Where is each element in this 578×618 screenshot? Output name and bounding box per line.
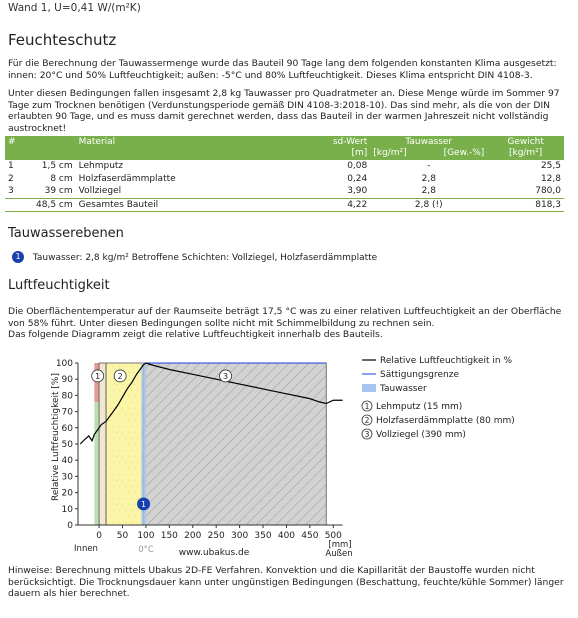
layer-marker-label: 3 [223,371,229,381]
texture-dot [134,432,135,433]
texture-dot [134,456,135,457]
texture-dot [110,480,111,481]
feuchteschutz-heading: Feuchteschutz [8,31,117,49]
texture-dot [116,516,117,517]
texture-dot [125,366,126,367]
texture-dot [119,366,120,367]
row-num: 3 [8,186,14,196]
texture-dot [113,414,114,415]
col-gewicht-unit: [kg/m²] [508,148,543,158]
x-tick-label: 400 [277,531,296,541]
total-tauwasser: 2,8 (!) [370,198,487,212]
texture-dot [119,498,120,499]
table-row [5,160,564,173]
x-axis-unit: [mm] [328,540,352,550]
texture-dot [125,426,126,427]
total-material: Gesamtes Bauteil [76,198,304,212]
texture-dot [131,438,132,439]
feuchteschutz-paragraph-2: Unter diesen Bedingungen fallen insgesamt 2,8 kg Tauwasser pro Quadratmeter an. Diese Menge würde im Sommer 97 Tage zum Trocknen benötigen (Verdunstungsperiode gemäß DIN 4108-3:2018-10). Das sind mehr, als die von der DIN erlaubten 90 Tage, und es muss damit gerechnet werden, dass das Bauteil in der warmen Jahreszeit nicht vollständig austrocknet! [8,88,560,134]
texture-dot [128,420,129,421]
texture-dot [125,438,126,439]
tauwasserebenen-heading: Tauwasserebenen [8,226,124,241]
zero-celsius-label: 0°C [138,545,154,555]
texture-dot [128,408,129,409]
texture-dot [134,372,135,373]
texture-dot [110,408,111,409]
texture-dot [128,480,129,481]
x-tick-label: 50 [116,531,129,541]
wall-title: Wand 1, U=0,41 W/(m²K) [8,2,141,14]
texture-dot [125,462,126,463]
texture-dot [125,510,126,511]
y-tick-label: 30 [61,472,73,483]
texture-dot [137,486,138,487]
texture-dot [125,486,126,487]
texture-dot [110,420,111,421]
texture-dot [128,372,129,373]
luftfeuchtigkeit-paragraph-1: Die Oberflächentemperatur auf der Raumseite beträgt 17,5 °C was zu einer relativen Luftfeuchtigkeit an der Oberfläche von 58% führt. Unter diesen Bedingungen sollte nicht mit Schimmelbildung zu rechnen sein. [8,306,562,329]
y-tick-label: 100 [55,359,73,369]
texture-dot [125,522,126,523]
col-num: # [5,136,31,160]
texture-dot [119,414,120,415]
texture-dot [140,468,141,469]
texture-dot [119,438,120,439]
y-tick-label: 40 [61,456,73,467]
texture-dot [131,390,132,391]
row-material: Vollziegel [78,186,122,196]
table-row [5,173,564,186]
x-outer-label: Außen [325,549,353,559]
texture-dot [122,420,123,421]
legend-layer-name: Vollziegel (390 mm) [376,430,466,440]
x-tick-label: 350 [254,531,272,541]
x-tick-label: 200 [184,531,202,541]
texture-dot [122,468,123,469]
texture-dot [134,516,135,517]
row-tauwasser: 2,8 [421,186,436,196]
material-table [5,136,564,212]
texture-dot [113,474,114,475]
y-tick-label: 20 [61,488,73,499]
texture-dot [116,456,117,457]
texture-dot [134,396,135,397]
texture-dot [131,402,132,403]
texture-dot [122,444,123,445]
texture-dot [128,504,129,505]
texture-dot [116,396,117,397]
texture-dot [137,438,138,439]
texture-dot [134,420,135,421]
total-thickness: 48,5 cm [31,198,75,212]
col-tau-unit-gew: [Gew.-%] [443,148,485,158]
texture-dot [128,432,129,433]
row-gewicht: 12,8 [540,173,561,184]
tauwasserebene-badge: 1 [12,251,24,263]
texture-dot [110,372,111,373]
row-thickness: 1,5 cm [41,161,73,171]
row-material: Lehmputz [78,161,124,171]
texture-dot [110,396,111,397]
texture-dot [134,468,135,469]
table-header-row [5,136,564,160]
x-tick-label: 300 [231,531,249,541]
texture-dot [137,390,138,391]
texture-dot [140,492,141,493]
texture-dot [113,522,114,523]
legend-layer-number: 2 [364,416,370,425]
texture-dot [125,414,126,415]
texture-dot [119,486,120,487]
row-sd: 0,24 [347,173,368,184]
texture-dot [128,456,129,457]
texture-dot [128,384,129,385]
texture-dot [137,450,138,451]
legend-tauwasser-swatch [362,384,376,392]
feuchteschutz-paragraph-1: Für die Berechnung der Tauwassermenge wurde das Bauteil 90 Tage lang dem folgenden konstanten Klima ausgesetzt: innen: 20°C und 50% Luftfeuchtigkeit; außen: -5°C und 80% Luftfeuchtigkeit. Dieses Klima entspricht DIN 4108-3. [8,58,557,81]
texture-dot [140,516,141,517]
texture-dot [140,444,141,445]
x-tick-label: 100 [137,531,155,541]
texture-dot [140,396,141,397]
table-row [5,185,564,198]
texture-dot [119,462,120,463]
texture-dot [137,378,138,379]
row-thickness: 8 cm [50,173,73,184]
texture-dot [110,432,111,433]
wall-layers [94,363,326,525]
texture-dot [122,408,123,409]
x-tick-label: 0 [96,531,102,541]
texture-dot [140,408,141,409]
texture-dot [128,396,129,397]
texture-dot [116,468,117,469]
legend-tauwasser-label: Tauwasser [380,384,427,394]
texture-dot [113,498,114,499]
texture-dot [131,414,132,415]
texture-dot [131,426,132,427]
texture-dot [125,450,126,451]
row-tauwasser: 2,8 [421,173,436,184]
texture-dot [131,486,132,487]
tauwasserebene-text: Tauwasser: 2,8 kg/m² Betroffene Schichten: Vollziegel, Holzfaserdämmplatte [32,252,378,263]
texture-dot [122,492,123,493]
col-sd: sd-Wert [332,137,368,147]
legend-layer-number: 1 [364,402,370,411]
texture-dot [116,444,117,445]
texture-dot [134,384,135,385]
texture-dot [131,462,132,463]
texture-dot [110,504,111,505]
y-tick-label: 10 [61,504,73,515]
texture-dot [137,414,138,415]
x-inner-label: Innen [74,544,98,554]
luftfeuchtigkeit-paragraph-2: Das folgende Diagramm zeigt die relative Luftfeuchtigkeit innerhalb des Bauteils. [8,329,383,340]
texture-dot [113,366,114,367]
texture-dot [131,450,132,451]
texture-dot [116,480,117,481]
condensation-badge-label: 1 [141,499,147,509]
texture-dot [140,420,141,421]
texture-dot [119,450,120,451]
texture-dot [116,432,117,433]
col-material: Material [76,136,304,160]
texture-dot [110,468,111,469]
texture-dot [140,432,141,433]
texture-dot [116,384,117,385]
layer-3 [144,363,327,525]
row-sd: 0,08 [347,161,368,171]
layer-marker-label: 1 [95,371,101,381]
y-tick-label: 70 [61,407,73,418]
texture-dot [119,474,120,475]
texture-dot [110,456,111,457]
x-tick-label: 250 [207,531,225,541]
col-gewicht: Gewicht [507,137,544,147]
luftfeuchtigkeit-heading: Luftfeuchtigkeit [8,278,110,293]
texture-dot [128,444,129,445]
texture-dot [122,516,123,517]
texture-dot [110,516,111,517]
texture-dot [122,504,123,505]
footer-note: Hinweise: Berechnung mittels Ubakus 2D-FE Verfahren. Konvektion und die Kapillarität der Baustoffe wurden nicht berücksichtigt. Die Trocknungsdauer kann unter ungünstigen Bedingungen (Beschattung, feuchte/kühle Sommer) länger dauern als hier berechnet. [8,565,564,600]
x-tick-label: 500 [324,531,342,541]
row-num: 1 [8,161,14,171]
texture-dot [134,480,135,481]
texture-dot [131,498,132,499]
legend-humidity-label: Relative Luftfeuchtigkeit in % [380,356,512,366]
texture-dot [137,462,138,463]
layer-1 [99,363,106,525]
texture-dot [137,402,138,403]
texture-dot [122,432,123,433]
legend-layer-name: Holzfaserdämmplatte (80 mm) [376,416,515,426]
texture-dot [137,498,138,499]
col-sd-unit: [m] [351,148,368,158]
texture-dot [113,510,114,511]
texture-dot [122,456,123,457]
texture-dot [140,456,141,457]
texture-dot [134,504,135,505]
row-gewicht: 780,0 [535,186,561,196]
table-total-row [5,198,564,212]
texture-dot [113,462,114,463]
texture-dot [119,390,120,391]
texture-dot [113,402,114,403]
col-tau-unit-kg: [kg/m²] [373,148,407,158]
y-tick-label: 0 [67,521,73,531]
texture-dot [116,492,117,493]
texture-dot [137,426,138,427]
y-tick-label: 80 [61,391,73,402]
legend-saturation-label: Sättigungsgrenze [380,370,460,380]
texture-dot [128,468,129,469]
texture-dot [134,444,135,445]
texture-dot [131,378,132,379]
row-sd: 3,90 [347,186,368,196]
row-material: Holzfaserdämmplatte [78,173,176,184]
texture-dot [119,510,120,511]
texture-dot [128,516,129,517]
texture-dot [110,444,111,445]
legend-layer-number: 3 [364,430,370,439]
layer-marker-label: 2 [117,371,123,381]
legend-layer-name: Lehmputz (15 mm) [376,402,463,412]
humidity-chart [0,345,578,563]
texture-dot [137,474,138,475]
texture-dot [119,522,120,523]
y-tick-label: 90 [61,375,73,386]
texture-dot [137,366,138,367]
texture-dot [125,474,126,475]
texture-dot [134,492,135,493]
texture-dot [140,480,141,481]
texture-dot [119,426,120,427]
row-tauwasser: - [427,161,431,171]
texture-dot [134,408,135,409]
texture-dot [140,384,141,385]
texture-dot [113,450,114,451]
indoor-band-warning [94,363,99,402]
x-tick-label: 450 [301,531,319,541]
chart-legend [362,356,515,440]
total-sd: 4,22 [304,198,371,212]
y-axis-label: Relative Luftfeuchtigkeit [%] [51,373,61,501]
texture-dot [116,504,117,505]
texture-dot [113,486,114,487]
texture-dot [113,438,114,439]
texture-dot [131,366,132,367]
watermark: www.ubakus.de [178,548,250,558]
col-tauwasser: Tauwasser [405,137,453,147]
tauwasserebene-item [12,251,377,263]
texture-dot [110,384,111,385]
texture-dot [113,390,114,391]
texture-dot [116,420,117,421]
texture-dot [131,522,132,523]
texture-dot [137,510,138,511]
total-gewicht: 818,3 [487,198,564,212]
texture-dot [122,480,123,481]
row-gewicht: 25,5 [540,161,561,171]
texture-dot [122,384,123,385]
texture-dot [128,492,129,493]
y-tick-label: 60 [61,423,73,434]
texture-dot [137,522,138,523]
x-tick-label: 150 [160,531,178,541]
texture-dot [125,402,126,403]
row-num: 2 [8,173,14,184]
texture-dot [125,498,126,499]
texture-dot [113,426,114,427]
y-tick-label: 50 [61,440,73,450]
texture-dot [110,492,111,493]
texture-dot [140,372,141,373]
texture-dot [131,510,132,511]
texture-dot [131,474,132,475]
row-thickness: 39 cm [44,186,73,196]
